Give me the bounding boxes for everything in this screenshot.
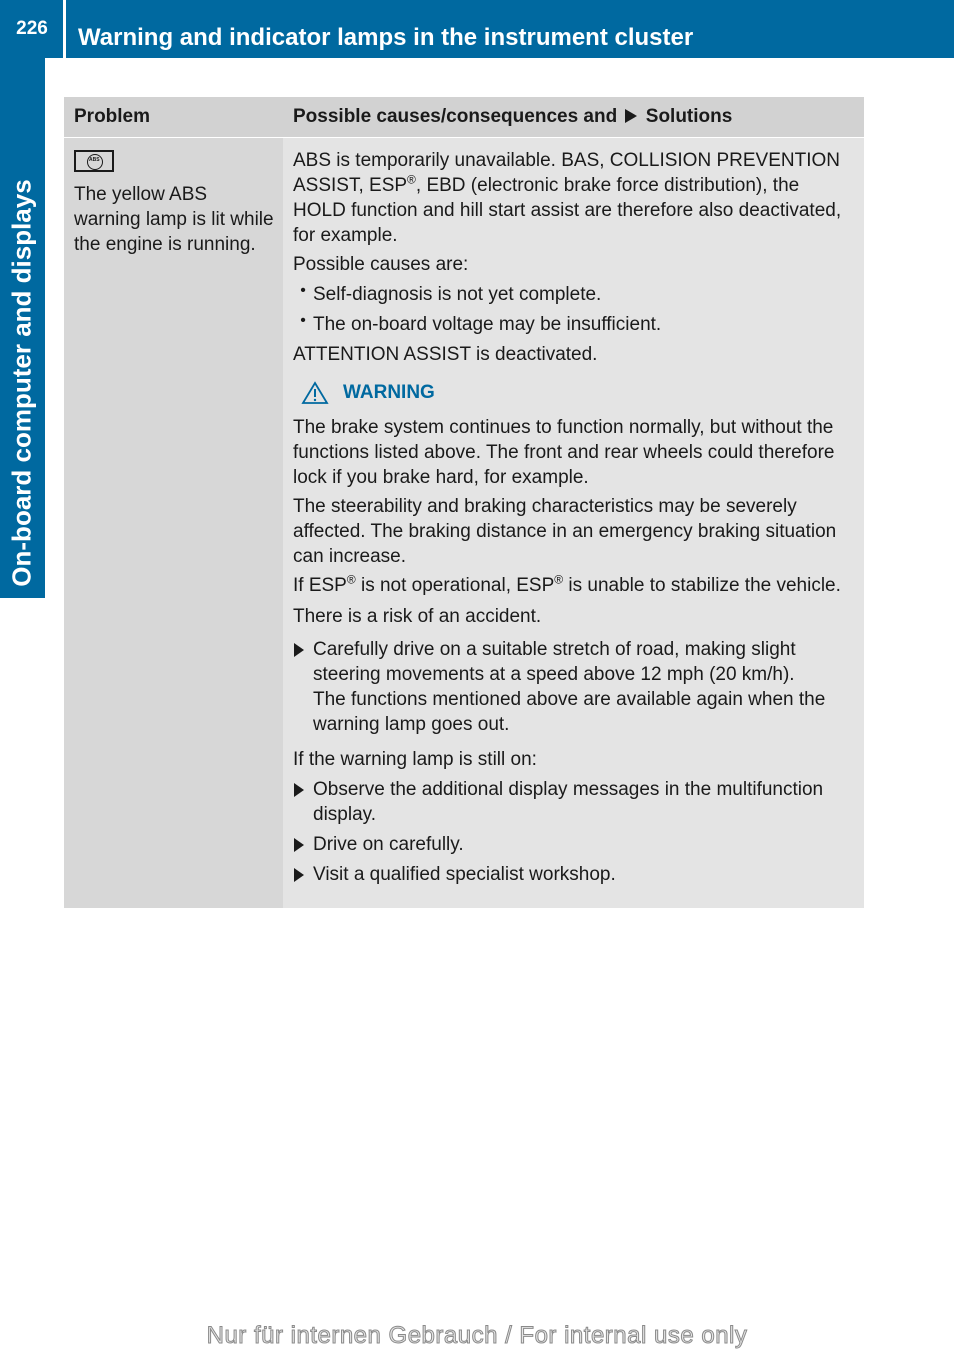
column-header-solutions-text: Solutions: [645, 106, 733, 127]
esp-text: If ESP® is not operational, ESP® is unable to stabilize the vehicle.: [293, 572, 841, 596]
step-note: The functions mentioned above are available again when the warning lamp goes out.: [313, 689, 826, 735]
section-side-tab: [0, 58, 45, 598]
header-divider: [63, 0, 66, 58]
table-header-row: [64, 97, 864, 137]
step-arrow-icon: [293, 637, 313, 737]
step-arrow-icon: [293, 862, 313, 887]
problem-cell: [64, 138, 283, 908]
step-arrow-icon: [293, 832, 313, 857]
warning-label: WARNING: [343, 382, 435, 403]
header-bar: [0, 0, 954, 58]
warning-text-2: The steerability and braking characteristics may be severely affected. The braking distance in an emergency braking situation can increase.: [293, 496, 837, 567]
page-number: 226: [16, 18, 48, 39]
instruction-step: Visit a qualified specialist workshop.: [293, 862, 856, 887]
warning-triangle-icon: [301, 381, 329, 405]
problem-text: The yellow ABS warning lamp is lit while the engine is running.: [74, 184, 274, 255]
instruction-step: Drive on carefully.: [293, 832, 856, 857]
attention-text: ATTENTION ASSIST is deactivated.: [293, 344, 598, 365]
instruction-step: Carefully drive on a suitable stretch of road, making slight steering movements at a speed above 12 mph (20 km/h). The functions mentioned above are available again when the warning lamp goes out.: [293, 637, 856, 737]
lamp-table: [64, 97, 864, 908]
column-header-solutions: [283, 97, 864, 137]
list-item: • The on-board voltage may be insufficient.: [300, 312, 662, 335]
column-header-causes-text: Possible causes/consequences and: [293, 106, 618, 127]
still-on-text: If the warning lamp is still on:: [293, 749, 537, 770]
section-tab-label: On-board computer and displays: [6, 179, 37, 587]
table-row: [64, 137, 864, 908]
solutions-cell: [283, 138, 864, 908]
page-title: Warning and indicator lamps in the instrument cluster: [78, 24, 694, 51]
intro-text: ABS is temporarily unavailable. BAS, COLLISION PREVENTION ASSIST, ESP®, EBD (electronic brake force distribution), the HOLD function and hill start assist are therefore also deactivated, for example.: [293, 150, 842, 246]
column-header-problem: Problem: [74, 106, 151, 127]
arrow-right-icon: [625, 109, 637, 123]
instruction-step: Observe the additional display messages in the multifunction display.: [293, 777, 856, 827]
step-arrow-icon: [293, 777, 313, 827]
warning-heading: [301, 381, 856, 405]
risk-text: There is a risk of an accident.: [293, 606, 542, 627]
causes-label: Possible causes are:: [293, 254, 469, 275]
list-item: • Self-diagnosis is not yet complete.: [300, 282, 602, 305]
warning-text-1: The brake system continues to function normally, but without the functions listed above. The front and rear wheels could therefore lock if you brake hard, for example.: [293, 417, 835, 488]
internal-use-watermark: Nur für internen Gebrauch / For internal use only: [206, 1322, 748, 1349]
abs-warning-lamp-icon: ABS: [74, 150, 114, 172]
